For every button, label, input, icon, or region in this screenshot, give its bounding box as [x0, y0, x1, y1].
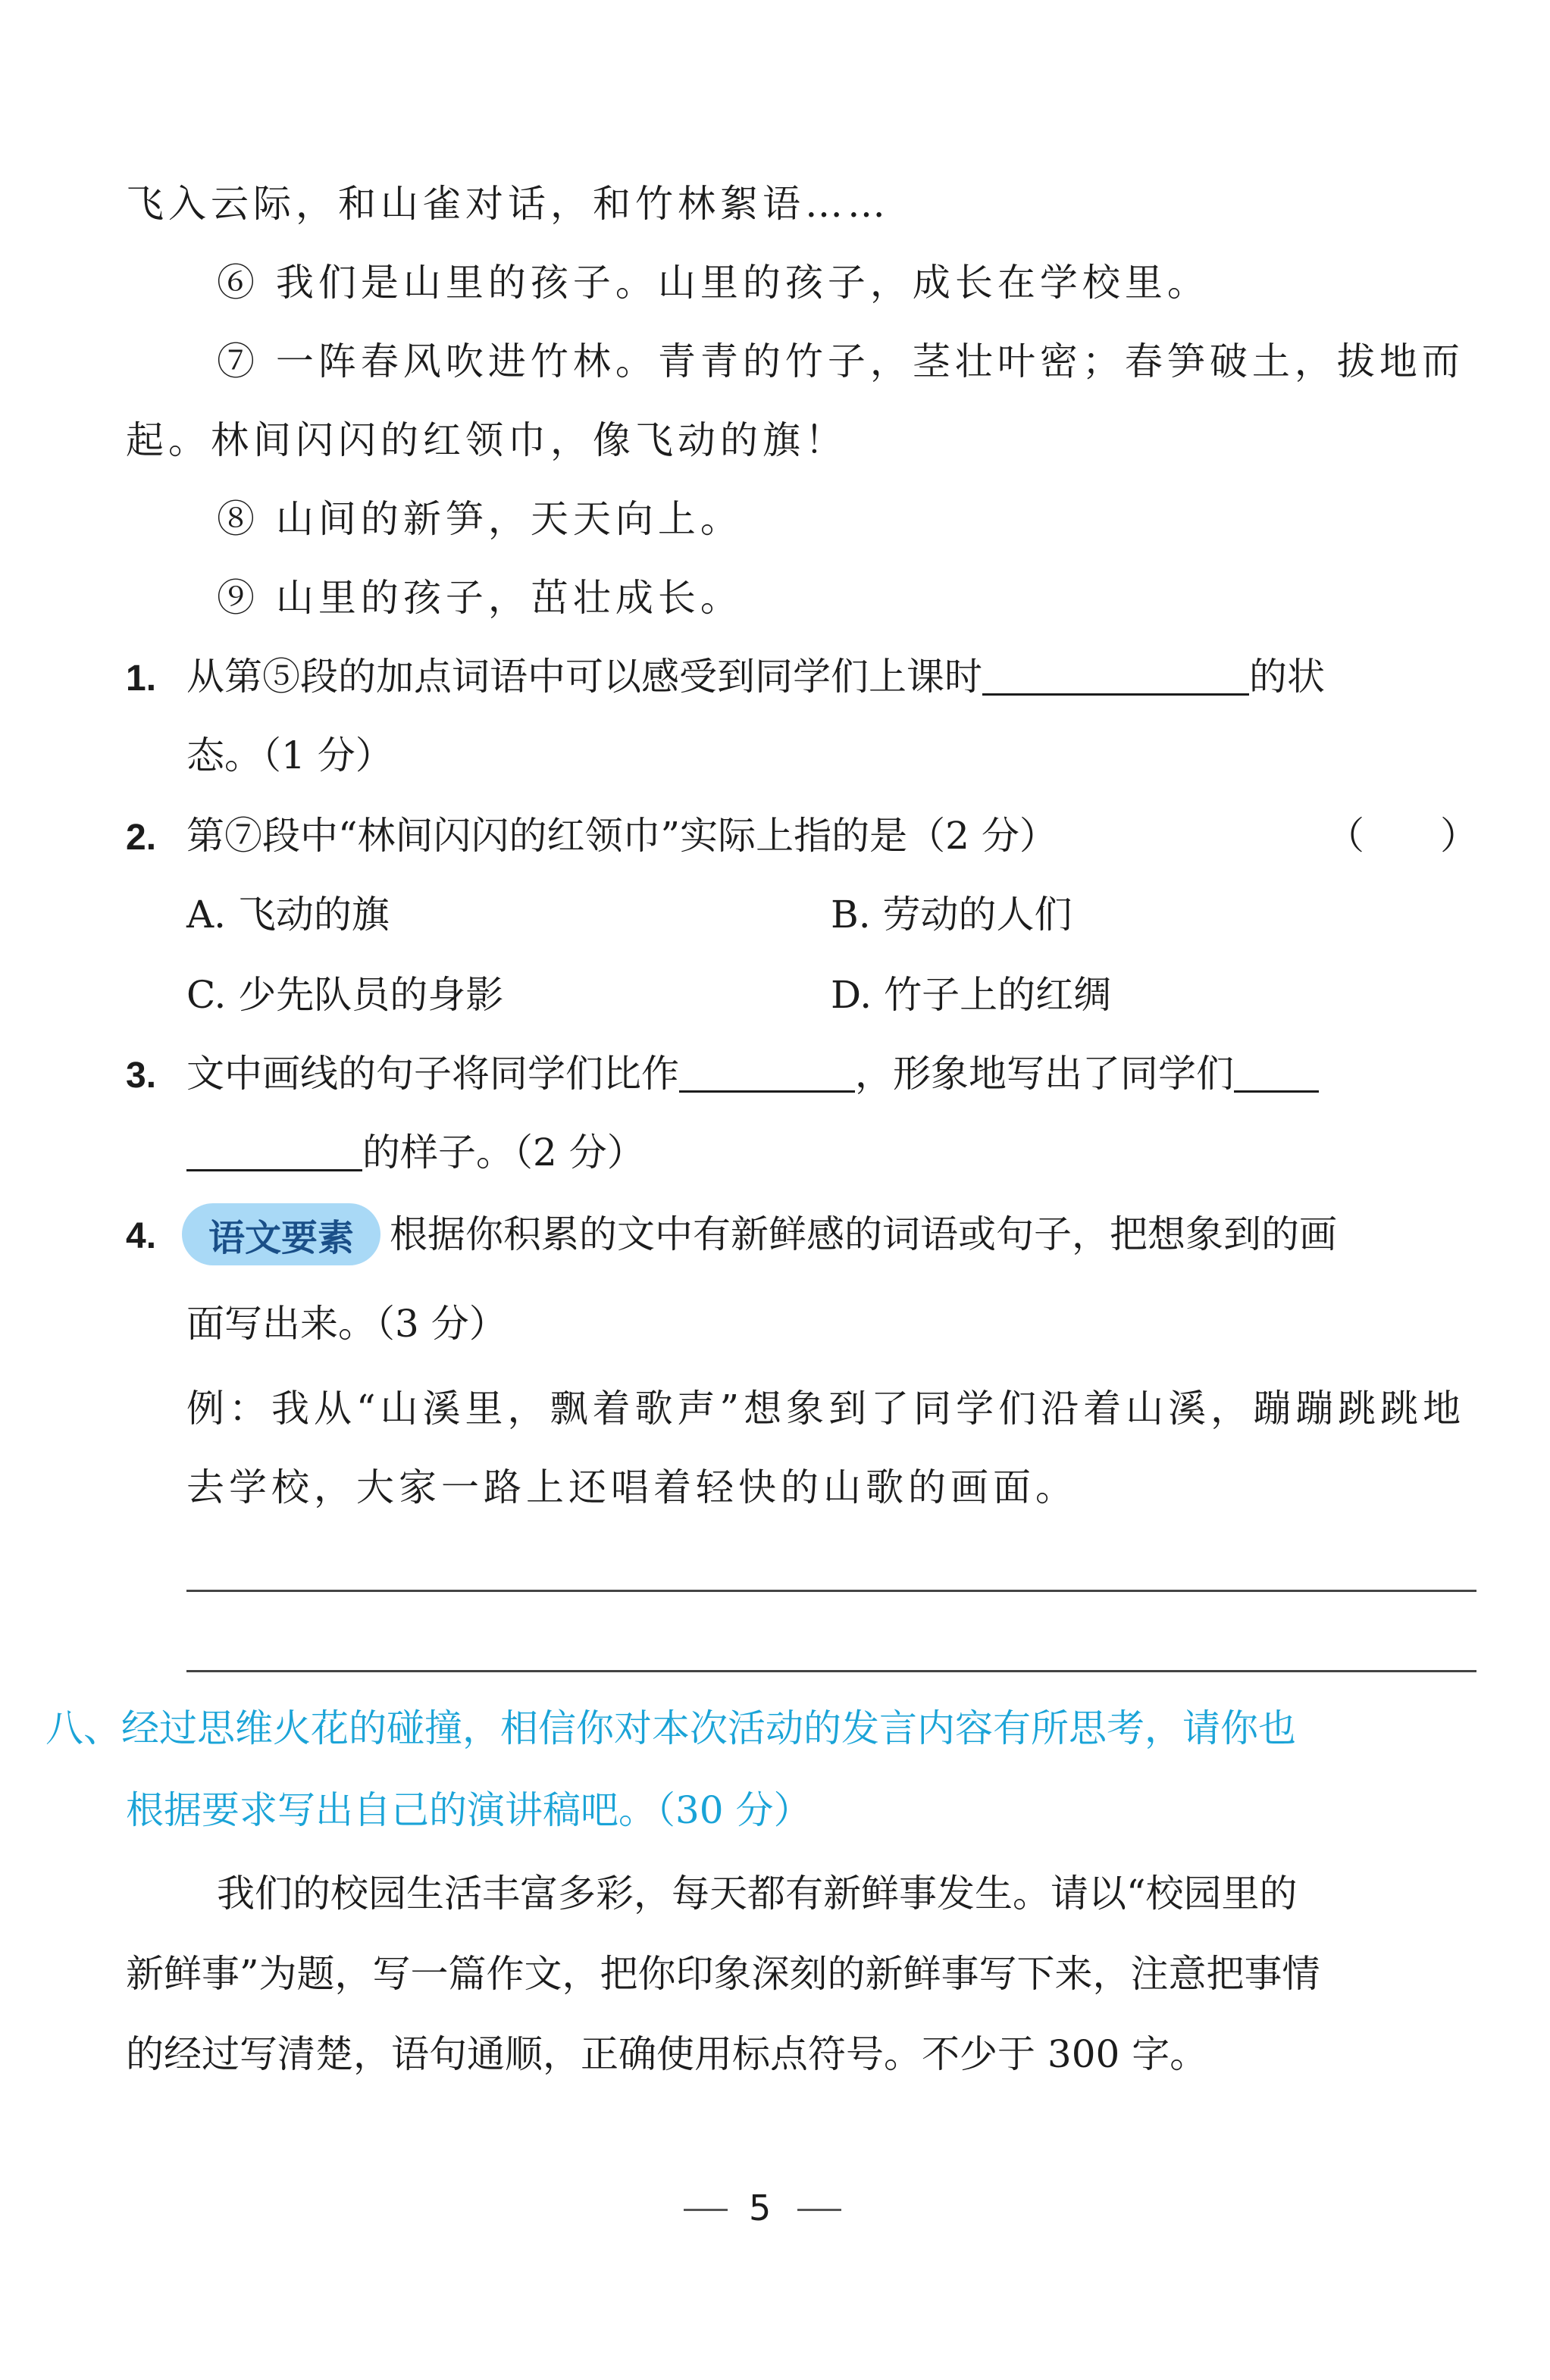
passage-paragraph-7-line2: 起。林间闪闪的红领巾，像飞动的旗！	[126, 418, 847, 462]
question-1-text	[186, 655, 1325, 699]
passage-paragraph-7-line1: ⑦ 一阵春风吹进竹林。青青的竹子，茎壮叶密；春笋破土，拔地而	[217, 339, 1464, 383]
question-1-blank[interactable]	[982, 660, 1249, 696]
question-1-text-cont: 态。（1 分）	[186, 733, 393, 777]
question-4-number: 4.	[126, 1216, 157, 1256]
passage-paragraph-9: ⑨ 山里的孩子，茁壮成长。	[217, 576, 743, 620]
question-3-blank-1[interactable]	[679, 1057, 855, 1093]
answer-line-2[interactable]	[186, 1670, 1476, 1672]
question-1-text-b: 的状	[1249, 655, 1325, 699]
question-3-text	[186, 1052, 1319, 1096]
question-1-number: 1.	[126, 658, 157, 699]
answer-bracket[interactable]: （ ）	[1326, 814, 1478, 858]
footer-dash-right	[797, 2209, 841, 2211]
answer-line-1[interactable]	[186, 1590, 1476, 1592]
question-3-text-b: ，形象地写出了同学们	[855, 1052, 1234, 1096]
option-a[interactable]: A. 飞动的旗	[186, 893, 390, 937]
section-8-title-line2	[126, 1788, 812, 1832]
passage-paragraph-6: ⑥ 我们是山里的孩子。山里的孩子，成长在学校里。	[217, 261, 1210, 305]
question-4-example-line2: 去学校，大家一路上还唱着轻快的山歌的画面。	[186, 1465, 1078, 1509]
section-8-title-line1: 八、经过思维火花的碰撞，相信你对本次活动的发言内容有所思考，请你也	[45, 1706, 1296, 1750]
section-8-body-line3: 的经过写清楚，语句通顺，正确使用标点符号。不少于 300 字。	[126, 2032, 1208, 2076]
footer-dash-left	[684, 2209, 728, 2211]
section-8-title-text: 根据要求写出自己的演讲稿吧。	[126, 1788, 656, 1832]
option-b[interactable]: B. 劳动的人们	[831, 893, 1072, 937]
section-8-body-line2: 新鲜事”为题，写一篇作文，把你印象深刻的新鲜事写下来，注意把事情	[126, 1952, 1320, 1996]
page-number: 5	[749, 2188, 772, 2228]
question-4-tag: 语文要素	[182, 1203, 380, 1265]
passage-line: 飞入云际，和山雀对话，和竹林絮语……	[126, 182, 890, 226]
section-8-body-line1: 我们的校园生活丰富多彩，每天都有新鲜事发生。请以“校园里的	[217, 1872, 1298, 1916]
question-3-blank-2b[interactable]	[186, 1136, 362, 1171]
question-2-text: 第⑦段中“林间闪闪的红领巾”实际上指的是（2 分）	[186, 814, 1057, 858]
passage-paragraph-8: ⑧ 山间的新笋，天天向上。	[217, 497, 743, 541]
option-c[interactable]: C. 少先队员的身影	[186, 973, 504, 1017]
question-3-number: 3.	[126, 1056, 157, 1096]
question-3-text-c: 的样子。（2 分）	[362, 1131, 645, 1174]
question-3-text-a: 文中画线的句子将同学们比作	[186, 1052, 679, 1096]
question-4-text: 根据你积累的文中有新鲜感的词语或句子，把想象到的画	[390, 1212, 1337, 1256]
question-1-text-a: 从第⑤段的加点词语中可以感受到同学们上课时	[186, 655, 982, 699]
option-d[interactable]: D. 竹子上的红绸	[831, 973, 1112, 1017]
question-3-text-cont	[186, 1131, 645, 1174]
question-4-example-line1: 例：我从“山溪里，飘着歌声”想象到了同学们沿着山溪，蹦蹦跳跳地	[186, 1387, 1466, 1431]
question-2-number: 2.	[126, 818, 157, 858]
question-3-blank-2a[interactable]	[1234, 1057, 1319, 1093]
section-8-score: （30 分）	[656, 1788, 812, 1832]
question-4-text-cont: 面写出来。（3 分）	[186, 1302, 507, 1346]
